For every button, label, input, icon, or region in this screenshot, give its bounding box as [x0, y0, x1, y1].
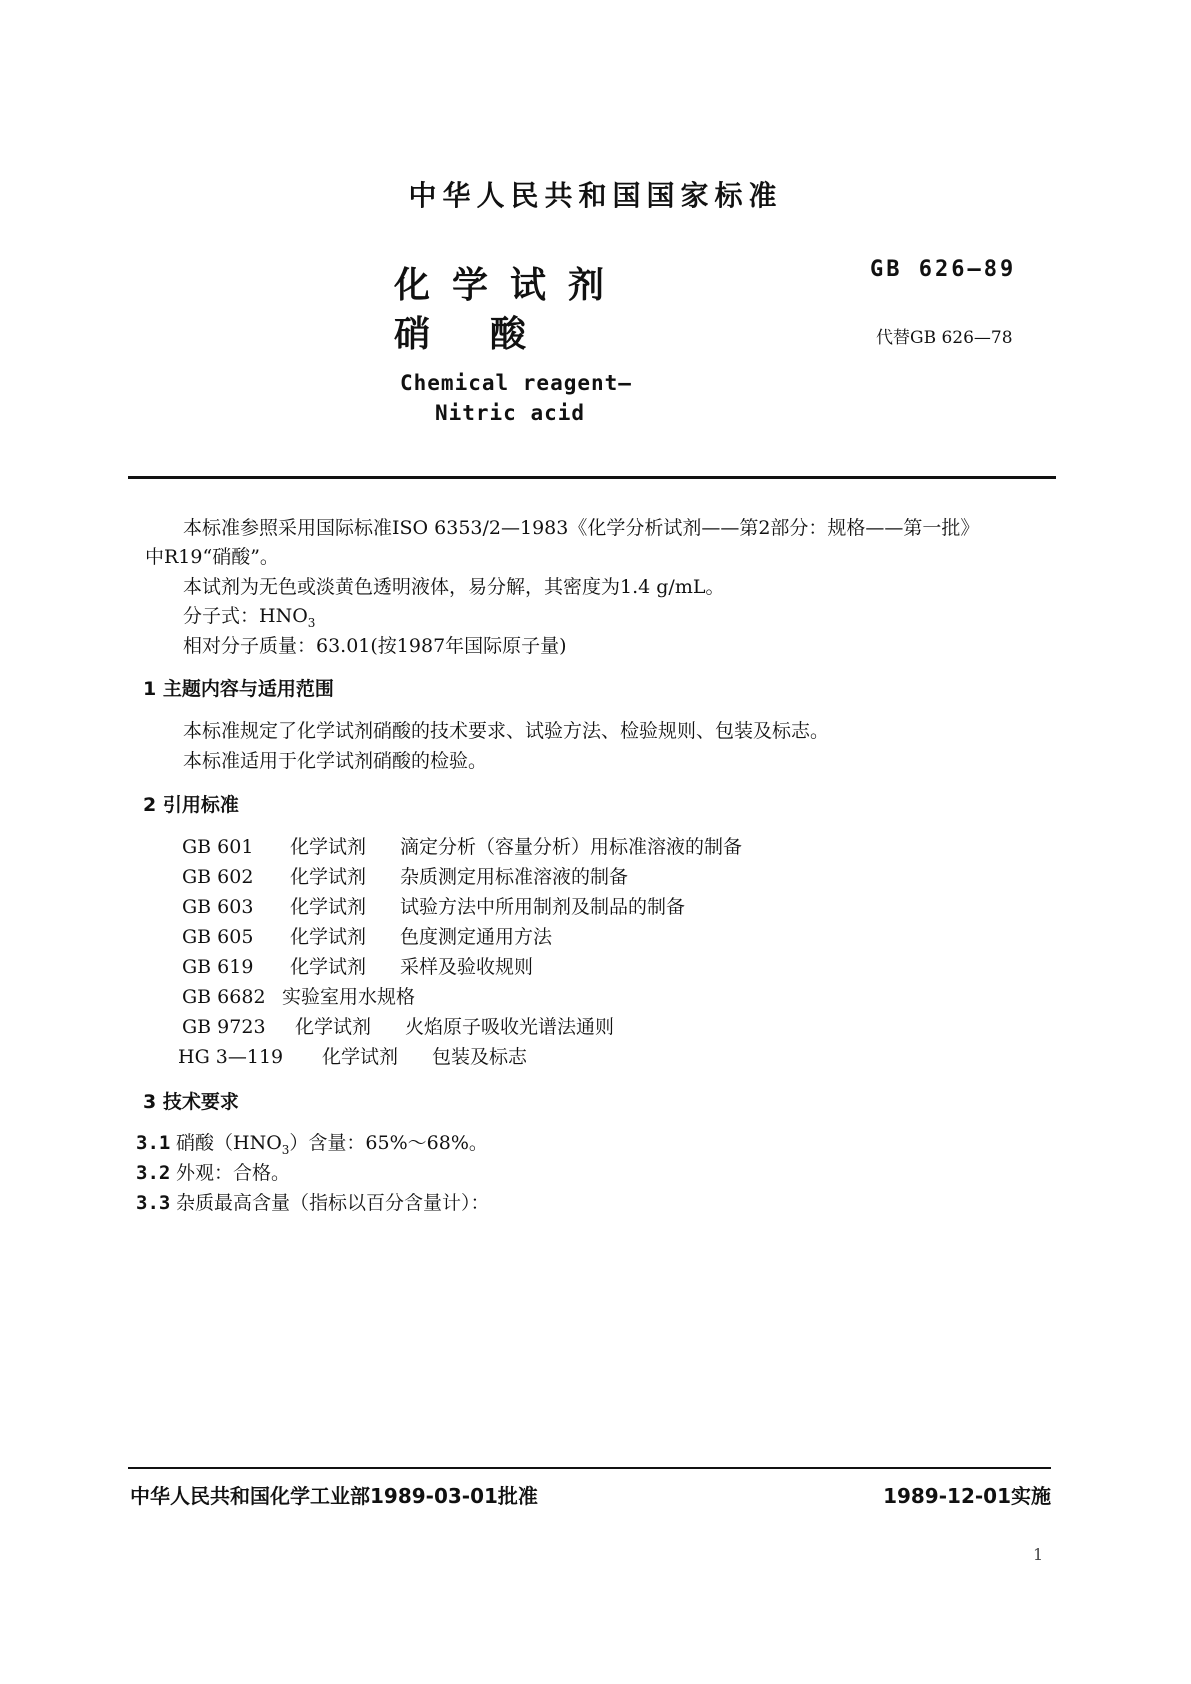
intro-line-1: 本标准参照采用国际标准ISO 6353/2—1983《化学分析试剂——第2部分：规格——第一批》 — [183, 517, 980, 539]
title-en-line1: Chemical reagent— — [400, 371, 632, 395]
section-1-paragraph-2: 本标准适用于化学试剂硝酸的检验。 — [183, 750, 488, 772]
top-divider — [128, 476, 1056, 479]
reference-row — [182, 982, 415, 1009]
reference-code: GB 601 — [182, 836, 254, 858]
section-1-paragraph-1: 本标准规定了化学试剂硝酸的技术要求、试验方法、检验规则、包装及标志。 — [183, 720, 830, 742]
reference-title: 采样及验收规则 — [400, 956, 534, 978]
tech-item-number: 3.3 — [136, 1192, 171, 1214]
reference-series: 化学试剂 — [290, 896, 367, 918]
tech-item-text: 硝酸（HNO — [176, 1132, 282, 1154]
title-en-line2: Nitric acid — [434, 401, 586, 425]
reference-row — [182, 1012, 614, 1039]
reference-row — [182, 952, 533, 979]
molecular-mass: 相对分子质量：63.01(按1987年国际原子量) — [183, 635, 567, 657]
tech-item-3-2 — [136, 1158, 290, 1185]
implementation-date: 1989-12-01实施 — [883, 1484, 1051, 1508]
approval-line: 中华人民共和国化学工业部1989-03-01批准 — [130, 1484, 538, 1508]
tech-item-3-3 — [136, 1188, 490, 1215]
tech-item-text: 杂质最高含量（指标以百分含量计）： — [176, 1192, 490, 1214]
tech-item-number: 3.2 — [136, 1162, 171, 1184]
intro-line-3: 本试剂为无色或淡黄色透明液体，易分解，其密度为1.4 g/mL。 — [183, 576, 725, 598]
tech-item-text: 外观：合格。 — [176, 1162, 291, 1184]
reference-code: GB 6682 — [182, 986, 266, 1008]
reference-row — [182, 922, 552, 949]
reference-code: GB 605 — [182, 926, 254, 948]
replaces-standard: 代替GB 626—78 — [876, 328, 1013, 348]
reference-series: 化学试剂 — [290, 836, 367, 858]
section-3-heading: 3 技术要求 — [143, 1091, 239, 1113]
reference-title: 包装及标志 — [432, 1046, 528, 1068]
formula-subscript: 3 — [307, 615, 316, 630]
document-title-cn: 化学试剂 — [393, 265, 626, 306]
formula-main: HNO — [259, 605, 308, 627]
reference-series: 化学试剂 — [290, 926, 367, 948]
reference-series: 化学试剂 — [295, 1016, 372, 1038]
reference-code: GB 619 — [182, 956, 254, 978]
reference-series: 化学试剂 — [322, 1046, 399, 1068]
reference-series: 化学试剂 — [290, 866, 367, 888]
tech-item-subscript: 3 — [281, 1142, 290, 1157]
intro-line-2: 中R19“硝酸”。 — [145, 546, 279, 568]
section-2-heading: 2 引用标准 — [143, 794, 239, 816]
tech-item-number: 3.1 — [136, 1132, 171, 1154]
molecular-formula — [183, 601, 315, 630]
reference-row — [178, 1042, 527, 1069]
reference-title: 杂质测定用标准溶液的制备 — [400, 866, 629, 888]
reference-title: 试验方法中所用制剂及制品的制备 — [400, 896, 686, 918]
standard-number: GB 626—89 — [870, 257, 1017, 282]
page-number: 1 — [1033, 1545, 1044, 1564]
reference-code: GB 9723 — [182, 1016, 266, 1038]
reference-row — [182, 892, 685, 919]
document-subtitle-cn: 硝酸 — [393, 314, 586, 355]
reference-title: 火焰原子吸收光谱法通则 — [405, 1016, 615, 1038]
reference-series: 化学试剂 — [290, 956, 367, 978]
national-standard-heading: 中华人民共和国国家标准 — [408, 179, 783, 212]
formula-label: 分子式： — [183, 605, 260, 627]
reference-row — [182, 832, 742, 859]
reference-code: HG 3—119 — [178, 1046, 284, 1068]
reference-code: GB 603 — [182, 896, 254, 918]
reference-code: GB 602 — [182, 866, 254, 888]
bottom-divider — [128, 1467, 1051, 1469]
tech-item-text-end: ）含量：65%～68%。 — [289, 1132, 488, 1154]
reference-title: 实验室用水规格 — [282, 986, 416, 1008]
tech-item-3-1 — [136, 1128, 488, 1157]
reference-title: 滴定分析（容量分析）用标准溶液的制备 — [400, 836, 743, 858]
reference-row — [182, 862, 628, 889]
section-1-heading: 1 主题内容与适用范围 — [143, 678, 334, 700]
document-title-en — [400, 368, 632, 428]
reference-title: 色度测定通用方法 — [400, 926, 553, 948]
